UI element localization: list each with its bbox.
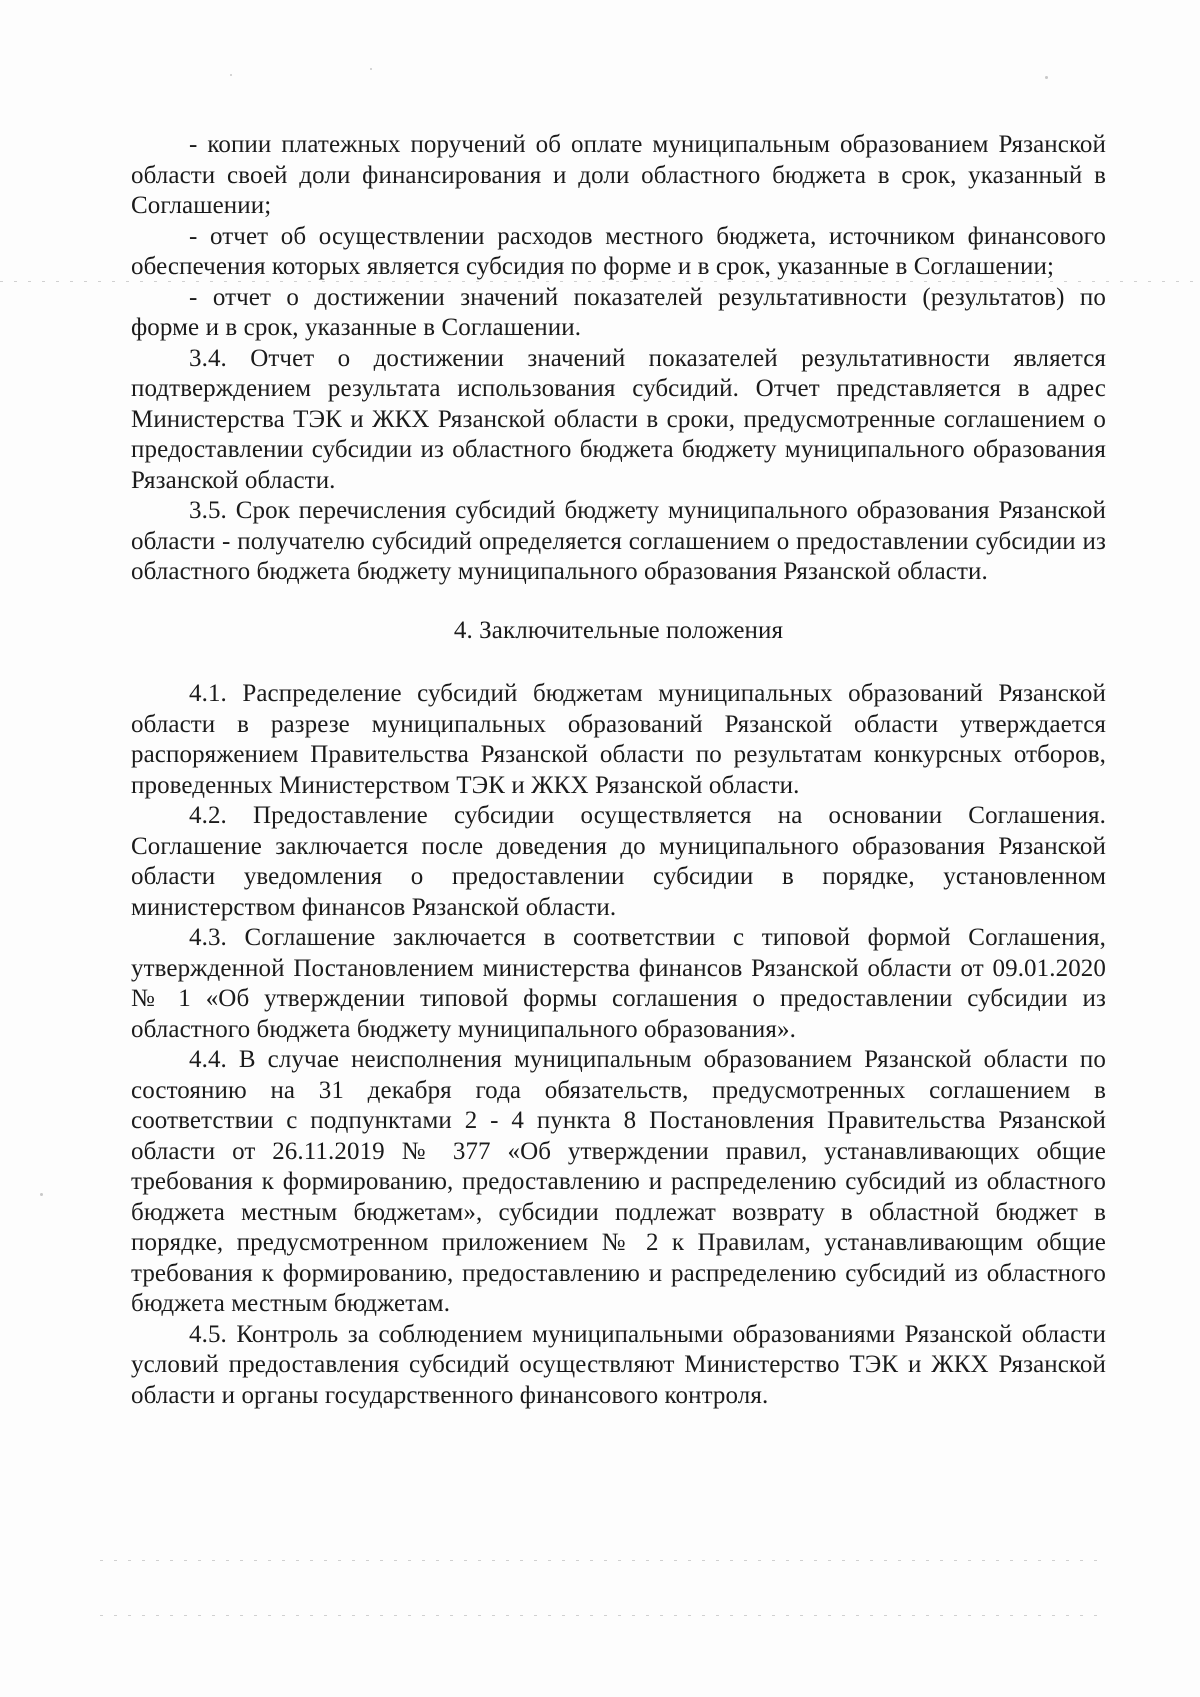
paragraph-4-5: 4.5. Контроль за соблюдением муниципальными образованиями Рязанской области условий предоставления субсидий осуществляют Министерство ТЭК и ЖКХ Рязанской области и органы государственного финансового контроля. (131, 1320, 1106, 1409)
section-4 (131, 679, 1106, 1411)
paragraph-3-5: 3.5. Срок перечисления субсидий бюджету муниципального образования Рязанской области - получателю субсидий определяется соглашением о предоставлении субсидии из областного бюджета бюджету муниципального образования Рязанской области. (131, 497, 1106, 585)
paragraph-3-4: 3.4. Отчет о достижении значений показателей результативности является подтверждением результата использования субсидий. Отчет представляется в адрес Министерства ТЭК и ЖКХ Рязанской области в сроки, предусмотренные соглашением о предоставлении субсидии из областного бюджета бюджету муниципального образования Рязанской области. (131, 344, 1106, 494)
paragraph-4-4: 4.4. В случае неисполнения муниципальным образованием Рязанской области по состоянию на 31 декабря года обязательств, предусмотренных соглашением в соответствии с подпунктами 2 - 4 пункта 8 Постановления Правительства Рязанской области от 26.11.2019 № 377 «Об утверждении правил, устанавливающих общие требования к формированию, предоставлению и распределению субсидий из областного бюджета местным бюджетам», субсидии подлежат возврату в областной бюджет в порядке, предусмотренном приложением № 2 к Правилам, устанавливающим общие требования к формированию, предоставлению и распределению субсидий из областного бюджета местным бюджетам. (131, 1046, 1106, 1317)
scan-artifact-line (100, 1560, 1100, 1561)
paragraph: - отчет об осуществлении расходов местного бюджета, источником финансового обеспечения которых является субсидия по форме и в срок, указанные в Соглашении; (131, 222, 1106, 280)
paragraph-4-2: 4.2. Предоставление субсидии осуществляется на основании Соглашения. Соглашение заключается после доведения до муниципального образования Рязанской области уведомления о предоставлении субсидии в порядке, установленном министерством финансов Рязанской области. (131, 802, 1106, 921)
document-body (131, 130, 1106, 1411)
paragraph: - отчет о достижении значений показателей результативности (результатов) по форме и в срок, указанные в Соглашении. (131, 283, 1106, 341)
scan-artifact-speck (370, 68, 372, 70)
paragraph-4-1: 4.1. Распределение субсидий бюджетам муниципальных образований Рязанской области в разрезе муниципальных образований Рязанской области утверждается распоряжением Правительства Рязанской области по результатам конкурсных отборов, проведенных Министерством ТЭК и ЖКХ Рязанской области. (131, 680, 1106, 799)
scan-artifact-speck (1045, 76, 1048, 79)
paragraph: - копии платежных поручений об оплате муниципальным образованием Рязанской области своей доли финансирования и доли областного бюджета в срок, указанный в Соглашении; (131, 131, 1106, 219)
scan-artifact-line (100, 1615, 1100, 1616)
section-heading: 4. Заключительные положения (453, 616, 784, 644)
scan-artifact-speck (40, 1193, 43, 1196)
paragraph-4-3: 4.3. Соглашение заключается в соответствии с типовой формой Соглашения, утвержденной Постановлением министерства финансов Рязанской области от 09.01.2020 № 1 «Об утверждении типовой формы соглашения о предоставлении субсидии из областного бюджета бюджету муниципального образования». (131, 924, 1106, 1043)
scan-artifact-speck (230, 74, 232, 76)
